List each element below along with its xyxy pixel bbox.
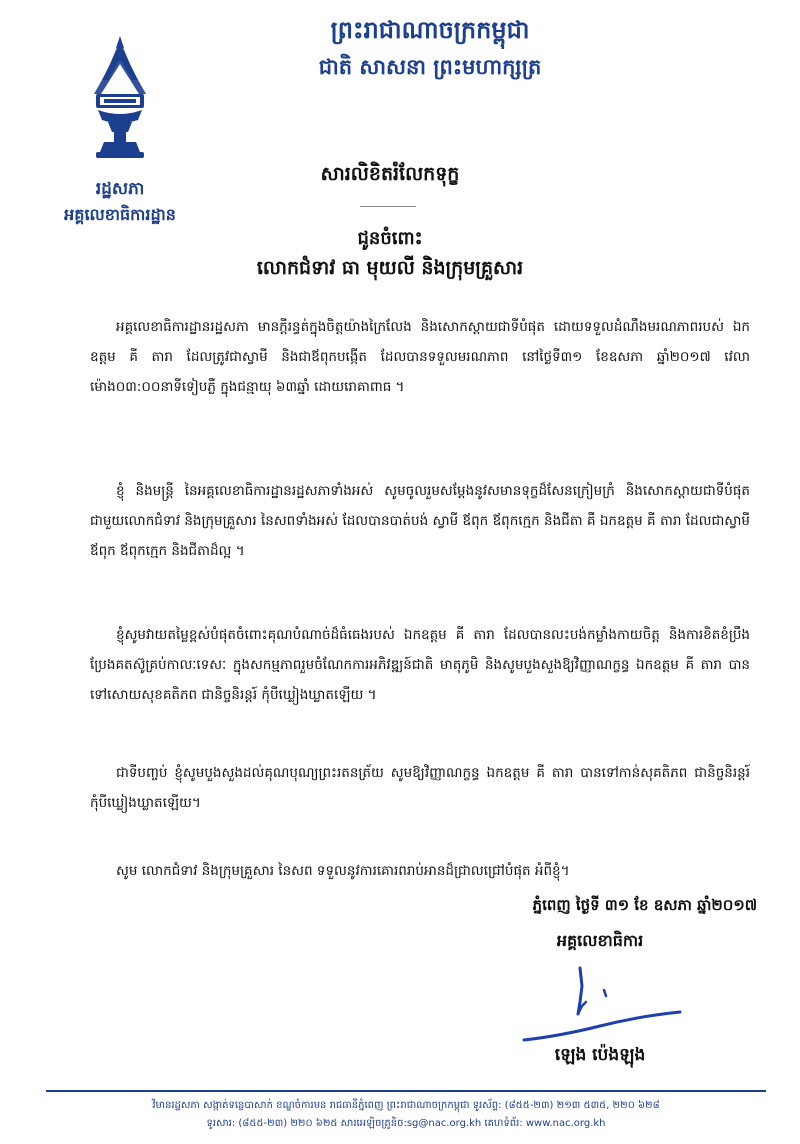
- addressee-label: ជូនចំពោះ: [357, 228, 423, 249]
- org-name: រដ្ឋសភា: [95, 179, 145, 199]
- paragraph-1: អគ្គលេខាធិការដ្ឋានរដ្ឋសភា មានក្តីរន្ធត់ក្នុងចិត្តយ៉ាងក្រៃលែង និងសោកស្តាយជាទីបំផុត ដោយទទួលដំណឹងមរណភាពរបស់ ឯកឧត្តម គី តារា ដែលត្រូវជាស្វាមី និងជាឪពុកបង្កើត ដែលបានទទួលមរណភាព នៅថ្ងៃទី៣១ ខែឧសភា ឆ្នាំ២០១៧ វេលាម៉ោង០៣:០០នាទីទៀបភ្លឺ ក្នុងជន្មាយុ ៦៣ឆ្នាំ ដោយរោគាពាធ ។: [90, 319, 750, 395]
- recipient-name: លោកជំទាវ ធា មុយលី និងក្រុមគ្រួសារ: [256, 257, 524, 279]
- signer-title: អគ្គលេខាធិការ: [556, 931, 644, 950]
- footer-divider: [46, 1090, 766, 1092]
- kingdom-heading: ព្រះរាជាណាចក្រកម្ពុជា: [330, 15, 530, 44]
- paragraph-3: ខ្ញុំសូមវាយតម្លៃខ្ពស់បំផុតចំពោះគុណបំណាច់ដ៏ធំធេងរបស់ ឯកឧត្តម គី តារា ដែលបានលះបង់កម្លាំងកាយចិត្ត និងការខិតខំប្រឹងប្រែងគតស៊ូគ្រប់កាលៈទេសៈ ក្នុងសកម្មភាពរួមចំណែកការអភិវឌ្ឍន៍ជាតិ មាតុភូមិ និងសូមបួងសួងឱ្យវិញ្ញាណក្ខន្ធ ឯកឧត្តម គី តារា បានទៅសោយសុខគតិភព ជានិច្ចនិរន្តរ៍ កុំបីឃ្លៀងឃ្លាតឡើយ ។: [90, 627, 750, 703]
- national-motto: ជាតិ សាសនា ព្រះមហាក្សត្រ: [318, 54, 542, 79]
- org-department: អគ្គលេខាធិការដ្ឋាន: [64, 205, 176, 224]
- place-and-date: ភ្នំពេញ ថ្ងៃទី ៣១ ខែ ឧសភា ឆ្នាំ២០១៧: [532, 896, 757, 914]
- footer-address: វិមានរដ្ឋសភា សង្កាត់ទន្លេបាសាក់ ខណ្ឌចំការមន រាជធានីភ្នំពេញ ព្រះរាជាណាចក្រកម្ពុជា ទូរស័ព្ទ: (៨៥៥-២៣) ២១៣ ៥៣៥, ២២០ ៦២៨: [152, 1100, 660, 1111]
- paragraph-4: ជាទីបញ្ចប់ ខ្ញុំសូមបួងសួងដល់គុណបុណ្យព្រះរតនត្រ័យ សូមឱ្យវិញ្ញាណក្ខន្ធ ឯកឧត្តម គី តារា បានទៅកាន់សុគតិភព ជានិច្ចនិរន្តរ៍ កុំបីឃ្លៀងឃ្លាតឡើយ។: [90, 765, 750, 811]
- paragraph-2: ខ្ញុំ និងមន្ត្រី នៃអគ្គលេខាធិការដ្ឋានរដ្ឋសភាទាំងអស់ សូមចូលរួមសម្តែងនូវសមានទុក្ខដ៏សែនក្រៀមក្រំ និងសោកស្តាយជាទីបំផុត ជាមួយលោកជំទាវ និងក្រុមគ្រួសារ នៃសពទាំងអស់ ដែលបានបាត់បង់ ស្វាមី ឪពុក ឪពុកក្មេក និងជីតា គឺ ឯកឧត្តម គី តារា ដែលជាស្វាមី ឪពុក ឪពុកក្មេក និងជីតាដ៏ល្អ ។: [90, 483, 750, 559]
- signer-name: ឡេង ប៉េងឡុង: [554, 1045, 646, 1065]
- footer-contact: ទូរសារ: (៨៥៥-២៣) ២២០ ៦២៥ សារអេឡិចត្រូនិច:sg@nac.org.kh គេហទំព័រ: www.nac.org.kh: [206, 1118, 606, 1129]
- title-divider: [360, 206, 416, 207]
- letter-title: សារលិខិតរំលែកទុក្ខ: [320, 163, 460, 185]
- paragraph-5: សូម លោកជំទាវ និងក្រុមគ្រួសារ នៃសព ទទួលនូវការគោរពរាប់អានដ៏ជ្រាលជ្រៅបំផុត អំពីខ្ញុំ។: [116, 863, 570, 879]
- parliament-emblem-icon: [84, 34, 156, 160]
- signature-image: [520, 962, 690, 1052]
